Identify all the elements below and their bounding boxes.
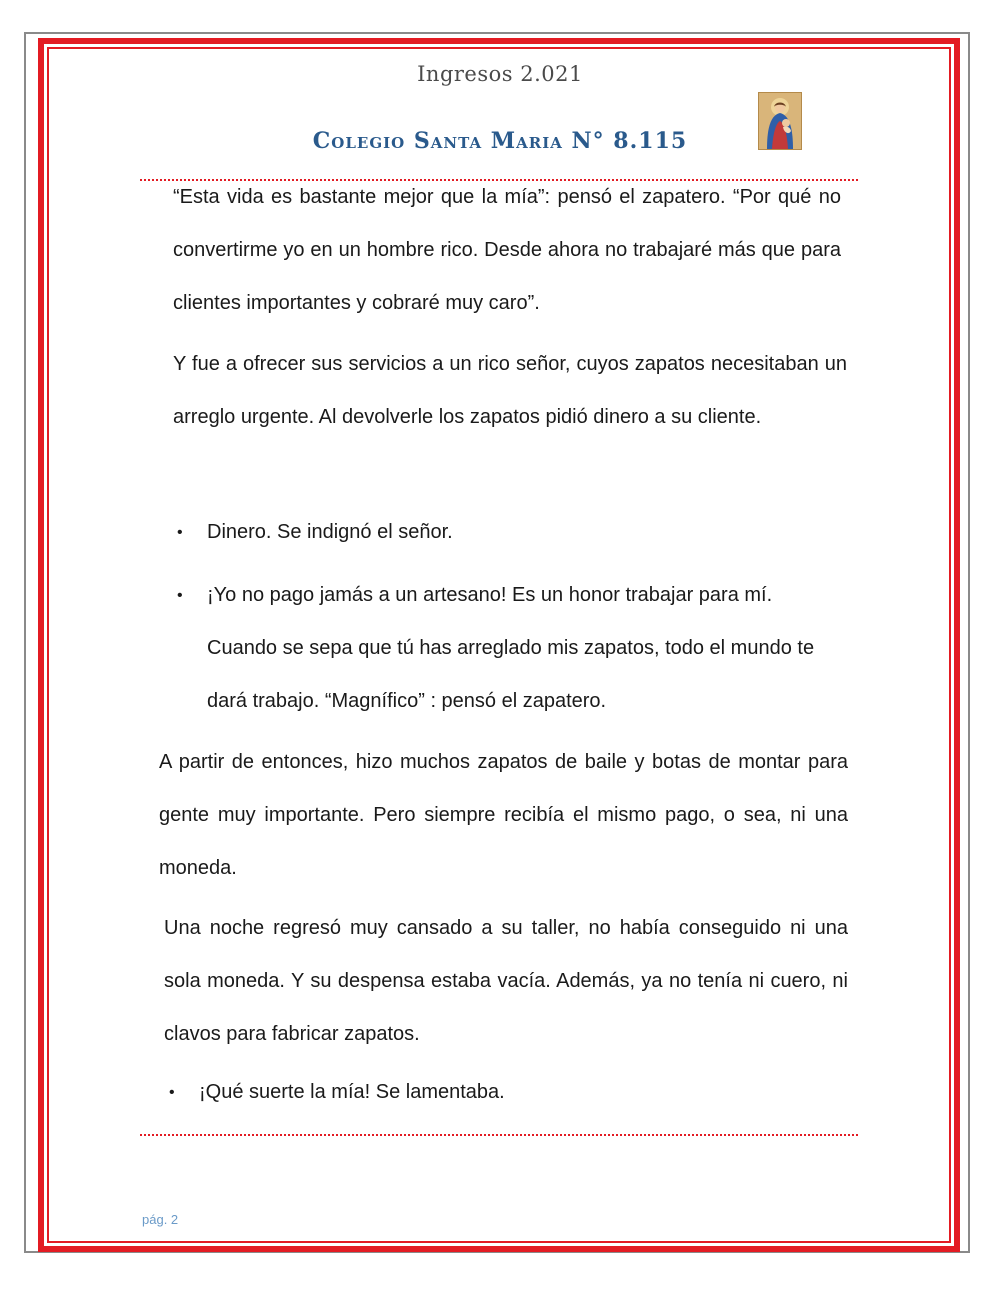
- header-subtitle: Ingresos 2.021: [417, 62, 583, 86]
- story-paragraph-1: “Esta vida es bastante mejor que la mía”: pensó el zapatero. “Por qué no convertirme yo en un hombre rico. Desde ahora no trabajaré más que para clientes importantes y cobraré muy caro”.: [173, 186, 841, 314]
- bullet-marker: •: [177, 587, 183, 604]
- dialogue-bullet-2: ¡Yo no pago jamás a un artesano! Es un honor trabajar para mí. Cuando se sepa que tú has arreglado mis zapatos, todo el mundo te dará trabajo. “Magnífico” : pensó el zapatero.: [207, 584, 815, 712]
- story-paragraph-2: Y fue a ofrecer sus servicios a un rico señor, cuyos zapatos necesitaban un arreglo urgente. Al devolverle los zapatos pidió dinero a su cliente.: [173, 353, 847, 428]
- bullet-marker: •: [169, 1084, 175, 1101]
- dialogue-bullet-1: Dinero. Se indignó el señor.: [207, 521, 453, 543]
- bullet-marker: •: [177, 524, 183, 541]
- dialogue-bullet-3: ¡Qué suerte la mía! Se lamentaba.: [199, 1081, 505, 1103]
- school-title: Colegio Santa Maria N° 8.115: [312, 128, 688, 154]
- footer-divider: [140, 1134, 858, 1137]
- story-paragraph-4: Una noche regresó muy cansado a su taller, no había conseguido ni una sola moneda. Y su despensa estaba vacía. Además, ya no tenía ni cuero, ni clavos para fabricar zapatos.: [164, 917, 848, 1045]
- story-paragraph-3: A partir de entonces, hizo muchos zapatos de baile y botas de montar para gente muy importante. Pero siempre recibía el mismo pago, o sea, ni una moneda.: [159, 751, 848, 879]
- page-number: pág. 2: [142, 1212, 179, 1227]
- madonna-and-child-icon: [758, 92, 802, 150]
